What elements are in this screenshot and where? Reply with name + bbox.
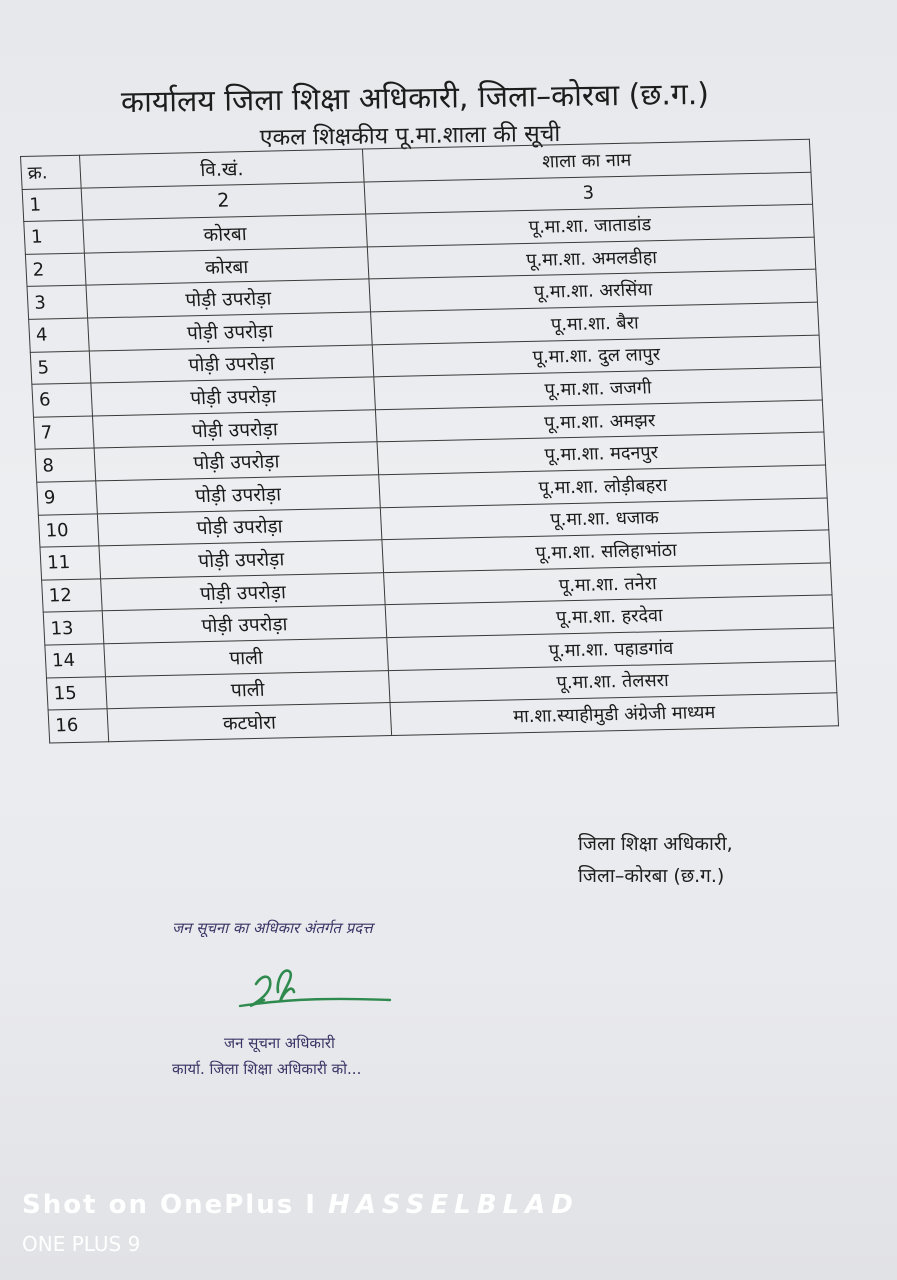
pio-office: कार्या. जिला शिक्षा अधिकारी को... xyxy=(172,1060,362,1078)
serial-cell: 16 xyxy=(48,709,109,743)
pio-title: जन सूचना अधिकारी xyxy=(224,1034,335,1052)
serial-cell: 7 xyxy=(33,416,94,450)
school-table xyxy=(20,139,839,743)
block-cell: पोड़ी उपरोड़ा xyxy=(102,605,387,644)
header-block: वि.खं. xyxy=(80,149,365,188)
block-cell: पाली xyxy=(105,670,390,709)
block-cell: पोड़ी उपरोड़ा xyxy=(89,344,374,383)
serial-cell: 13 xyxy=(43,611,104,645)
serial-cell: 10 xyxy=(38,513,99,547)
column-number: 2 xyxy=(81,182,366,221)
block-cell: पोड़ी उपरोड़ा xyxy=(101,572,386,611)
school-cell: पू.मा.शा. जाताडांड xyxy=(366,204,815,246)
block-cell: पोड़ी उपरोड़ा xyxy=(91,377,376,416)
watermark-model: ONE PLUS 9 xyxy=(22,1232,141,1256)
rti-stamp: जन सूचना का अधिकार अंतर्गत प्रदत्त xyxy=(172,919,373,937)
watermark-shot-on: Shot on OnePlus xyxy=(22,1190,295,1220)
watermark-brand: HASSELBLAD xyxy=(328,1190,579,1220)
block-cell: पोड़ी उपरोड़ा xyxy=(97,507,382,546)
office-title: कार्यालय जिला शिक्षा अधिकारी, जिला–कोरबा (छ.ग.) xyxy=(120,76,710,121)
school-cell: मा.शा.स्याहीमुडी अंग्रेजी माध्यम xyxy=(390,693,839,735)
serial-cell: 15 xyxy=(46,676,107,710)
signatory-block xyxy=(578,828,733,892)
header-serial: क्र. xyxy=(21,155,82,189)
school-cell: पू.मा.शा. मदनपुर xyxy=(377,432,826,474)
serial-cell: 2 xyxy=(25,253,86,287)
header-school-name: शाला का नाम xyxy=(362,139,811,181)
school-cell: पू.मा.शा. तनेरा xyxy=(384,563,833,605)
column-number: 3 xyxy=(364,172,813,214)
school-cell: पू.मा.शा. तेलसरा xyxy=(388,660,837,702)
column-number: 1 xyxy=(22,188,83,222)
serial-cell: 9 xyxy=(37,481,98,515)
watermark-separator: I xyxy=(305,1190,317,1220)
signatory-location: जिला–कोरबा (छ.ग.) xyxy=(578,865,725,887)
school-cell: पू.मा.शा. अरसिंया xyxy=(369,270,818,312)
signatory-designation: जिला शिक्षा अधिकारी, xyxy=(578,833,733,855)
school-cell: पू.मा.शा. दुल लापुर xyxy=(372,335,821,377)
handwritten-signature xyxy=(232,962,402,1022)
serial-cell: 5 xyxy=(30,351,91,385)
school-cell: पू.मा.शा. सलिहाभांठा xyxy=(382,530,831,572)
serial-cell: 6 xyxy=(32,383,93,417)
serial-cell: 8 xyxy=(35,448,96,482)
serial-cell: 3 xyxy=(27,285,88,319)
list-subtitle: एकल शिक्षकीय पू.मा.शाला की सूची xyxy=(259,120,561,152)
block-cell: कटघोरा xyxy=(107,703,392,742)
school-cell: पू.मा.शा. जजगी xyxy=(374,367,823,409)
serial-cell: 4 xyxy=(29,318,90,352)
school-cell: पू.मा.शा. लोड़ीबहरा xyxy=(379,465,828,507)
school-cell: पू.मा.शा. अमलडीहा xyxy=(367,237,816,279)
camera-watermark xyxy=(22,1190,579,1220)
school-cell: पू.मा.शा. पहाडगांव xyxy=(387,628,836,670)
school-cell: पू.मा.शा. हरदेवा xyxy=(385,595,834,637)
serial-cell: 14 xyxy=(45,644,106,678)
serial-cell: 11 xyxy=(40,546,101,580)
serial-cell: 12 xyxy=(42,579,103,613)
block-cell: पोड़ी उपरोड़ा xyxy=(96,475,381,514)
block-cell: पोड़ी उपरोड़ा xyxy=(99,540,384,579)
block-cell: पोड़ी उपरोड़ा xyxy=(92,410,377,449)
serial-cell: 1 xyxy=(24,220,85,254)
block-cell: कोरबा xyxy=(83,214,368,253)
school-cell: पू.मा.शा. अमझर xyxy=(375,400,824,442)
school-cell: पू.मा.शा. धजाक xyxy=(380,498,829,540)
school-cell: पू.मा.शा. बैरा xyxy=(371,302,820,344)
public-information-officer-stamp xyxy=(172,1030,361,1082)
block-cell: पोड़ी उपरोड़ा xyxy=(88,312,373,351)
block-cell: पोड़ी उपरोड़ा xyxy=(94,442,379,481)
block-cell: पोड़ी उपरोड़ा xyxy=(86,279,371,318)
block-cell: पाली xyxy=(104,638,389,677)
block-cell: कोरबा xyxy=(84,247,369,286)
